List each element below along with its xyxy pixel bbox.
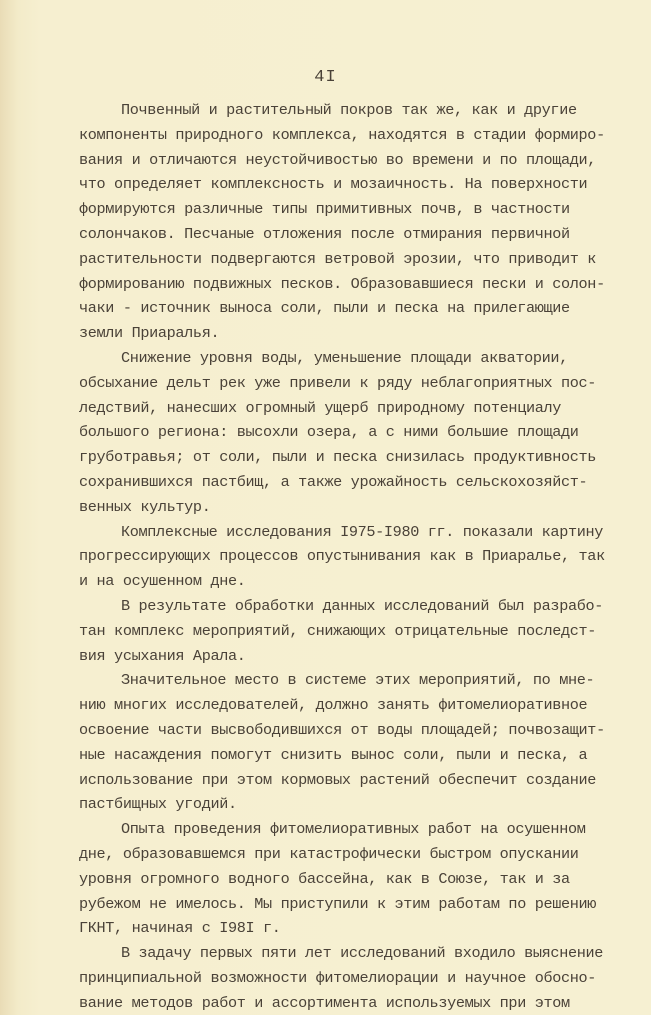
text-line: формированию подвижных песков. Образовавшиеся пески и солон-: [79, 274, 605, 293]
text-line: сохранившихся пастбищ, а также урожайность сельскохозяйст-: [79, 472, 588, 491]
text-line: вание методов работ и ассортимента используемых при этом: [79, 993, 570, 1012]
text-line: В результате обработки данных исследований был разрабо-: [121, 596, 604, 615]
text-line: большого региона: высохли озера, а с ними большие площади: [79, 423, 579, 442]
text-line: ледствий, нанесших огромный ущерб природному потенциалу: [79, 398, 562, 417]
text-line: вия усыхания Арала.: [79, 646, 246, 665]
text-line: нию многих исследователей, должно занять фитомелиоративное: [79, 696, 588, 715]
text-line: земли Приаралья.: [79, 324, 220, 343]
text-line: растительности подвергаются ветровой эрозии, что приводит к: [79, 249, 597, 268]
text-line: обсыхание дельт рек уже привели к ряду неблагоприятных пос-: [79, 373, 597, 392]
text-line: что определяет комплексность и мозаичность. На поверхности: [79, 175, 588, 194]
text-line: уровня огромного водного бассейна, как в Союзе, так и за: [79, 869, 570, 888]
text-line: В задачу первых пяти лет исследований входило выяснение: [121, 944, 604, 963]
text-line: Комплексные исследования I975-I980 гг. показали картину: [121, 522, 604, 541]
text-line: рубежом не имелось. Мы приступили к этим работам по решению: [79, 894, 597, 913]
text-line: Опыта проведения фитомелиоративных работ на осушенном: [121, 820, 586, 839]
page-number: 4I: [314, 68, 337, 87]
text-line: принципиальной возможности фитомелиорации и научное обосно-: [79, 968, 597, 987]
text-line: вания и отличаются неустойчивостью во времени и по площади,: [79, 150, 597, 169]
text-line: ГКНТ, начиная с I98I г.: [79, 919, 281, 938]
body-text: [79, 98, 624, 1015]
text-line: солончаков. Песчаные отложения после отмирания первичной: [79, 224, 570, 243]
text-line: ные насаждения помогут снизить вынос соли, пыли и песка, а: [79, 745, 588, 764]
text-line: венных культур.: [79, 497, 211, 516]
text-line: дне, образовавшемся при катастрофически быстром опускании: [79, 844, 579, 863]
text-line: пастбищных угодий.: [79, 795, 237, 814]
text-line: и на осушенном дне.: [79, 572, 246, 591]
text-line: Значительное место в системе этих мероприятий, по мне-: [121, 671, 595, 690]
text-line: компоненты природного комплекса, находятся в стадии формиро-: [79, 125, 605, 144]
text-line: Снижение уровня воды, уменьшение площади акватории,: [121, 348, 568, 367]
text-line: тан комплекс мероприятий, снижающих отрицательные последст-: [79, 621, 597, 640]
text-line: освоение части высвободившихся от воды площадей; почвозащит-: [79, 720, 605, 739]
text-line: груботравья; от соли, пыли и песка снизилась продуктивность: [79, 448, 597, 467]
text-line: Почвенный и растительный покров так же, как и другие: [121, 101, 577, 119]
text-line: чаки - источник выноса соли, пыли и песка на прилегающие: [79, 299, 570, 318]
text-line: формируются различные типы примитивных почв, в частности: [79, 200, 570, 219]
text-line: прогрессирующих процессов опустынивания как в Приаралье, так: [79, 547, 605, 566]
text-line: использование при этом кормовых растений обеспечит создание: [79, 770, 597, 789]
